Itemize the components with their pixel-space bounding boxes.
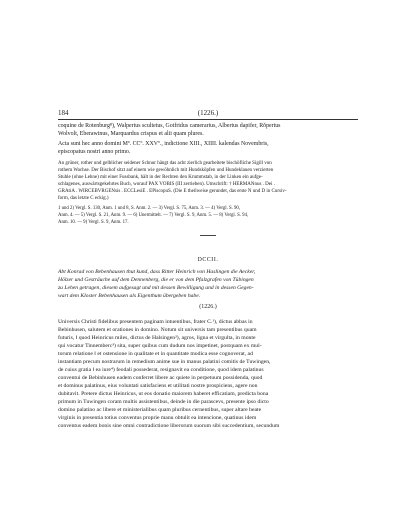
document-line: conventus eadem bonis sine omni contradictione liberorum suorum sibi succedentium, secundum [58, 423, 280, 429]
document-line: qui vocatur Tinnemberc³) sita, super quibus cum dudum nos impetinet, postquam ex mul- [58, 343, 262, 349]
document-line: instantiam precum nostrarum in remedium anime sue in manus palatini comitis de Tuwingen, [58, 359, 271, 365]
header-rule [58, 119, 358, 120]
seal-line: rothem Wachse. Der Bischof sitzt auf einem wie gewöhnlich mit Hundsköpfen und Hundeklauen verzierten [58, 168, 274, 173]
document-line: conventui de Bebinhusen eadem conferret libere ac quiete in perpetuum possidenda, quod [58, 375, 263, 381]
seal-line: form, das letzte C eckig.) [58, 196, 109, 201]
page-number: 184 [58, 109, 69, 117]
text-line: Wolvolt, Eberawinus, Marquardus crispus et alii quam plures. [58, 131, 204, 137]
seal-line: An grüner, rother und gelblicher seidener Schnur hängt das acht zierlich gearbeitete bischöfliche Sigill von [58, 161, 272, 166]
document-line: futuris, ‖ quod Heinricus miles, dictus de Halsingen²), agros, ligna et virgulta, in monte [58, 335, 256, 341]
text-line: Acta sunt hec anno domini Mº. CCº. XXVº., indictione XIII., XIIII. kalendas Novembris, [58, 141, 269, 147]
document-line: dubitavit. Pretere dictus Heinricus, ut eos donatio maiorem haberet efficatiam, predicta bona [58, 391, 269, 397]
summary-line: Abt Konrad von Bebenhausen thut kund, dass Ritter Heinrich von Haslingen die Aecker, [58, 269, 256, 275]
document-line: Universis Christi fidelibus presentem paginam intuentibus, frater C.¹), dictus abbas in [58, 319, 253, 325]
document-year: (1226.) [199, 304, 217, 310]
document-line: Bebinhusen, salutem et orationes in domino. Notum sit universis tam presentibus quam [58, 327, 257, 333]
document-line: et dominus palatinus, eius voluntati satisfaciens et utilitati nostre prospiciens, agere non [58, 383, 258, 389]
footnote-line: Anm. 4. — 5) Vergl. S. 21, Anm. 9. — 6) Unermittelt. — 7) Vergl. S. 9, Anm. 5. — 8) Vergl. S. 94, [58, 213, 249, 218]
text-line: episcopatus nostri anno primo. [58, 149, 131, 155]
document-line: torum relatione ‖ et ostensione in qualitate et in quantitate modica esse cognoverat, ad [58, 351, 253, 357]
summary-line: zu Lehen getragen, diesem aufgesagt und mit dessen Bewilligung und in dessen Gegen- [58, 285, 254, 291]
seal-line: Stuhle (ohne Lehne) mit einer Fussbank, hält in der Rechten den Krummstab, in der Linken ein aufge- [58, 175, 263, 180]
summary-line: wart dem Kloster Bebenhausen als Eigenthum übergeben habe. [58, 293, 201, 299]
footnote-line: 1 und 2) Vergl. S. 130, Anm. 1 und 8, S. Anm. 2. — 3) Vergl. S. 75, Anm. 3. — 4) Vergl. S. 90, [58, 206, 241, 211]
footnote-line: Anm. 10. — 9) Vergl. S. 9, Anm. 17. [58, 220, 129, 225]
document-line: virginis in presentia totius conventus proprie manu obtulit ea intencione, quatinus idem [58, 415, 257, 421]
document-line: domino palatino ac libere et ministerialibus quam pluribus cernentibus, super altare beate [58, 407, 262, 413]
seal-line: schlagenes, auswärtsgekehrtes Buch, worauf PAX VOBIS (III zerrieben). Umschrift: † HERMANnus . Dei . [58, 182, 275, 187]
document-line: primum in Tuwingen coram multis assistentibus, deinde in die parascevs, presente ipso dicto [58, 399, 269, 405]
seal-line: GRAtiA . WIRCEBVRGENsis . ECCLesiE . EPiscopuS. (Die E theilweise gerundet, das erste N und D in Cursiv- [58, 189, 287, 194]
text-line: coquine de Rotenburg⁸), Walpertus scultetus, Gotfridus camerarius, Albertus dapifer, Rŏpertus [58, 123, 281, 129]
header-year: (1226.) [197, 109, 219, 117]
section-divider [200, 235, 216, 236]
summary-line: Hölzer und Gesträuche auf dem Dennenberg, die er von dem Pfalzgrafen von Tübingen [58, 277, 254, 283]
document-line: de cuius gratia ‖ ea iure⁴) feodali possederat, resignavit ea conditione, quod idem palatinus [58, 367, 264, 373]
document-number: DCCII. [197, 257, 219, 263]
page-header [58, 109, 358, 119]
